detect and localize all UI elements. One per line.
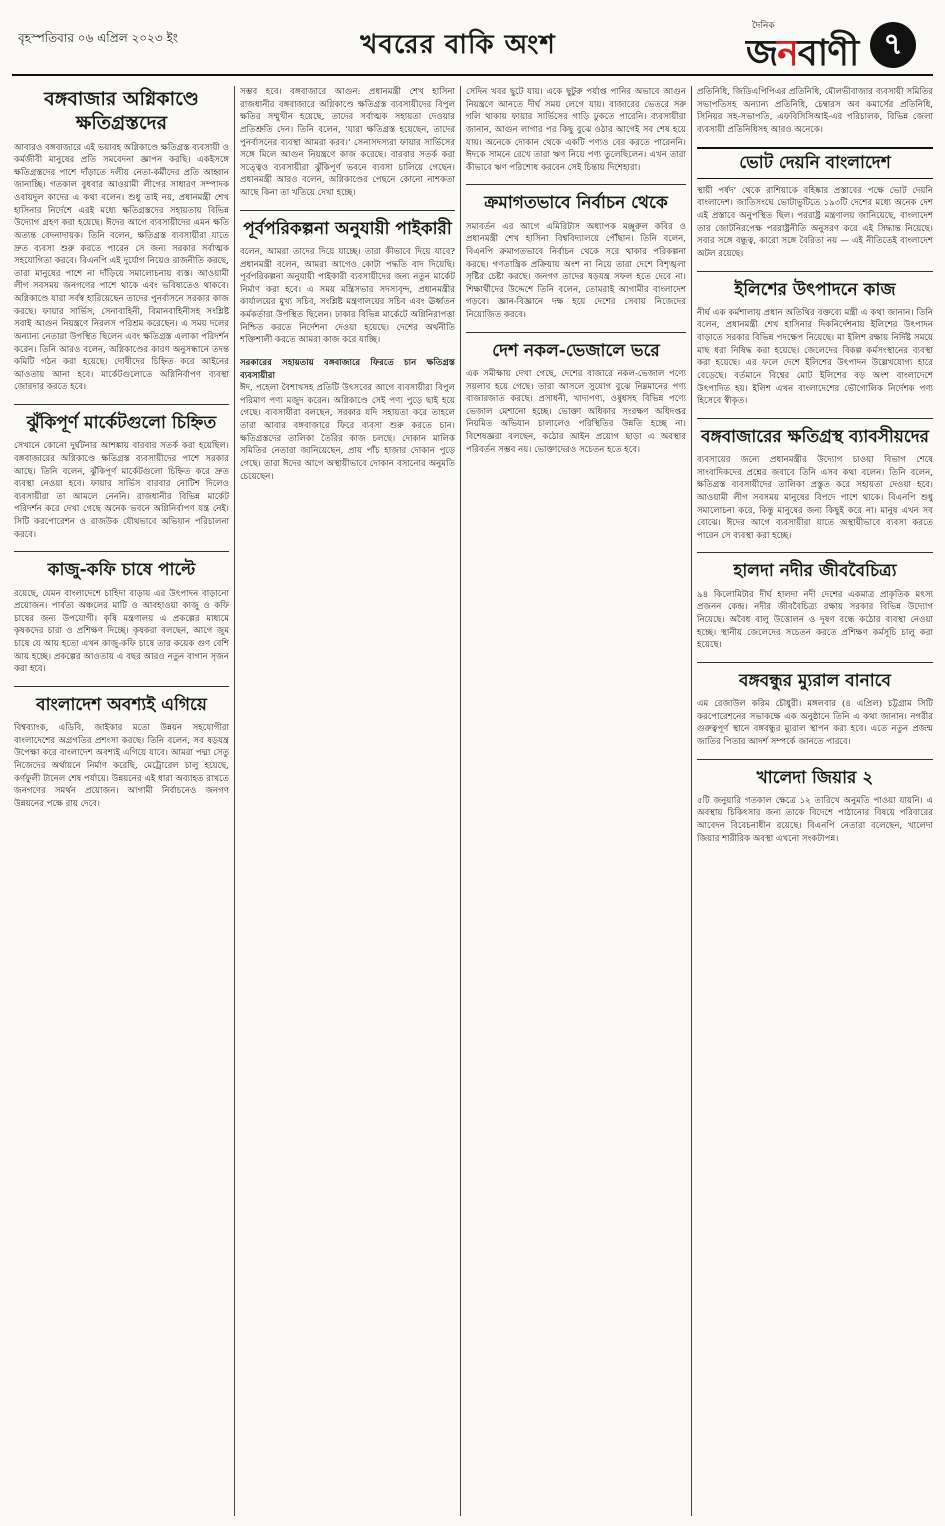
article-body: বিশ্বব্যাংক, এডিবি, জাইকার মতো উন্নয়ন সহযোগীরা বাংলাদেশের অগ্রগতির প্রশংসা করছে। তিনি বলেন, সব ষড়যন্ত্র উপেক্ষা করে বাংলাদেশ অবশ্যই এগিয়ে যাবে। আমরা পদ্মা সেতু নিজেদের অর্থায়নে নির্মাণ করেছি, মেট্রোরেল চালু হয়েছে, কর্ণফুলী টানেল শেষ পর্যায়ে। উন্নয়নের এই ধারা অব্যাহত রাখতে জনগণের সমর্থন প্রয়োজন। আগামী নির্বাচনেও জনগণ উন্নয়নের পক্ষে রায় দেবে।	[14, 723, 229, 809]
newspaper-logo	[746, 26, 858, 86]
column-1	[14, 86, 229, 1516]
logo-part-2: ন	[777, 33, 798, 74]
article	[14, 551, 229, 676]
article-body: এম রেজাউল করিম চৌধুরী। মঙ্গলবার (৪ এপ্রিল) চট্টগ্রাম সিটি করপোরেশনের সভাকক্ষে এক অনুষ্ঠানে তিনি এ কথা জানান। নগরীর গুরুত্বপূর্ণ স্থানে বঙ্গবন্ধুর ম্যুরাল স্থাপন করা হবে। এতে নতুন প্রজন্ম জাতির পিতার আদর্শ সম্পর্কে জানতে পারবে।	[697, 699, 933, 747]
article-headline: ইলিশের উৎপাদনে কাজ	[734, 279, 896, 300]
article-headline: ঝুঁকিপূর্ণ মার্কেটগুলো চিহ্নিত	[26, 413, 217, 433]
article	[697, 86, 933, 137]
article	[697, 759, 933, 846]
article-body: ৯৪ কিলোমিটার দীর্ঘ হালদা নদী দেশের একমাত্র প্রাকৃতিক মৎস্য প্রজনন কেন্দ্র। নদীর জীববৈচিত্র্য রক্ষায় সরকার বিভিন্ন উদ্যোগ নিয়েছে। অবৈধ বালু উত্তোলন ও দূষণ বন্ধে কঠোর ব্যবস্থা নেওয়া হচ্ছে। স্থানীয় জেলেদের সচেতন করতে প্রশিক্ষণ কর্মসূচি চালু করা হয়েছে।	[697, 589, 933, 651]
column-divider	[691, 86, 692, 1516]
logo-part-3: বাণী	[797, 33, 859, 74]
article-body: সেখানে কোনো দুর্ঘটনার আশঙ্কায় বারবার সতর্ক করা হয়েছিল। বঙ্গবাজারের অগ্নিকাণ্ডে ক্ষতিগ্রস্ত ব্যবসায়ীদের পাশে সরকার আছে। তিনি বলেন, ঝুঁকিপূর্ণ মার্কেটগুলো চিহ্নিত করে দ্রুত ব্যবস্থা নেওয়া হবে। ফায়ার সার্ভিস বারবার নোটিশ দিলেও ব্যবসায়ীরা তা আমলে নেননি। রাজধানীর বিভিন্ন মার্কেট পরিদর্শন করে দেখা গেছে অনেক ভবনে অগ্নিনির্বাপণ যন্ত্র নেই। সিটি করপোরেশন ও রাজউক যৌথভাবে অভিযান পরিচালনা করবে।	[14, 441, 229, 540]
article	[697, 418, 933, 543]
article-body: স্থায়ী পর্ষদ’ থেকে রাশিয়াকে বহিষ্কার প্রস্তাবের পক্ষে ভোট দেয়নি বাংলাদেশ। জাতিসংঘে ভোটাভুটিতে ১৯৩টি দেশের মধ্যে অনেক দেশ এই প্রস্তাবে অনুপস্থিত ছিল। পররাষ্ট্র মন্ত্রণালয় জানিয়েছে, বাংলাদেশ তার জোটনিরপেক্ষ পররাষ্ট্রনীতি অনুসরণ করে এই সিদ্ধান্ত নিয়েছে। সবার সঙ্গে বন্ধুত্ব, কারো সঙ্গে বৈরিতা নয় — এই নীতিতেই বাংলাদেশ অটল রয়েছে।	[697, 185, 933, 259]
article	[240, 357, 455, 483]
page-title: খবরের বাকি অংশ	[360, 30, 556, 60]
column-2	[240, 86, 455, 1516]
article-body: নীর্ঘ এক কর্মশালায় প্রধান অতিথির বক্তব্যে মন্ত্রী এ কথা জানান। তিনি বলেন, প্রধানমন্ত্রী শেখ হাসিনার দিকনির্দেশনায় ইলিশের উৎপাদন বাড়াতে সরকার বিভিন্ন পদক্ষেপ নিয়েছে। মা ইলিশ রক্ষায় নির্দিষ্ট সময়ে মাছ ধরা নিষিদ্ধ করা হয়েছে। জেলেদের বিকল্প কর্মসংস্থানের ব্যবস্থা করা হয়েছে। এর ফলে দেশে ইলিশের উৎপাদন উল্লেখযোগ্য হারে বেড়েছে। বর্তমানে বিশ্বের মোট ইলিশের বড় অংশ বাংলাদেশে উৎপাদিত হয়। ইলিশ এখন বাংলাদেশের ভৌগোলিক নির্দেশক পণ্য হিসেবে স্বীকৃত।	[697, 307, 933, 407]
article-body: আবারও বঙ্গবাজারে এই ভয়াবহ অগ্নিকাণ্ডে ক্ষতিগ্রস্ত ব্যবসায়ী ও কর্মজীবী মানুষের প্রতি সমবেদনা জ্ঞাপন করছি। একইসঙ্গে ক্ষতিগ্রস্তদের পাশে দাঁড়াতে দলীয় নেতা-কর্মীদের প্রতি আহ্বান জানাচ্ছি। গতকাল বুধবার আওয়ামী লীগের সাধারণ সম্পাদক ওবায়দুল কাদের এ কথা বলেন। শুধু তাই নয়, প্রধানমন্ত্রী শেখ হাসিনার নির্দেশে এরই মধ্যে ক্ষতিগ্রস্তদের সহায়তায় বিভিন্ন উদ্যোগ গ্রহণ করা হয়েছে। ঈদের আগে ব্যবসায়ীদের এমন ক্ষতি অত্যন্ত বেদনাদায়ক। তিনি বলেন, ক্ষতিগ্রস্ত ব্যবসায়ীরা যাতে দ্রুত ব্যবসা শুরু করতে পারেন সে জন্য সরকার সর্বাত্মক সহযোগিতা করবে। বিএনপি এই দুর্যোগ নিয়েও রাজনীতি করছে, তারা মানুষের পাশে না দাঁড়িয়ে সমালোচনায় ব্যস্ত। আওয়ামী লীগ সবসময় জনগণের পাশে থাকে এবং ভবিষ্যতেও থাকবে। অগ্নিকাণ্ডে যারা সর্বস্ব হারিয়েছেন তাদের পুনর্বাসনে সরকার কাজ করছে। ফায়ার সার্ভিস, সেনাবাহিনী, বিমানবাহিনীসহ সংশ্লিষ্ট সবাই আগুন নিয়ন্ত্রণে নিরলস পরিশ্রম করেছেন। এ সময় দলের অন্যান্য নেতারা উপস্থিত ছিলেন এবং ক্ষতিগ্রস্ত এলাকা পরিদর্শন করেন। তিনি আরও বলেন, অগ্নিকাণ্ডের কারণ অনুসন্ধানে তদন্ত কমিটি গঠন করা হয়েছে। দোষীদের চিহ্নিত করে আইনের আওতায় আনা হবে। মার্কেটগুলোতে অগ্নিনির্বাপণ ব্যবস্থা জোরদার করতে হবে।	[14, 142, 229, 393]
article-headline: পূর্বপরিকল্পনা অনুযায়ী পাইকারী	[243, 218, 452, 239]
article-body: সেদিন খবর ছুটে যায়। একে ছুটুরু পর্যাপ্ত পানির অভাবে আগুন নিয়ন্ত্রণে আনতে দীর্ঘ সময় লেগে যায়। বাজারের ভেতরে সরু গলি থাকায় ফায়ার সার্ভিসের গাড়ি ঢুকতে পারেনি। ব্যবসায়ীরা জানান, আগুন লাগার পর কিছু বুঝে ওঠার আগেই সব শেষ হয়ে যায়। অনেকে দোকান থেকে একটি পণ্যও বের করতে পারেননি। ঈদকে সামনে রেখে তারা ঋণ নিয়ে পণ্য তুলেছিলেন। এখন তারা কীভাবে ঋণ পরিশোধ করবেন সেই চিন্তায় দিশেহারা।	[466, 87, 686, 173]
article-headline: বঙ্গবাজারের ক্ষতিগ্রস্থ ব্যাবসীয়দের	[700, 426, 930, 447]
column-divider	[234, 86, 235, 1516]
header-divider	[12, 74, 933, 76]
logo-prefix: দৈনিক	[752, 21, 775, 31]
article-headline: ভোট দেয়নি বাংলাদেশ	[697, 147, 933, 179]
article	[240, 210, 455, 347]
article-body: রয়েছে, যেমন বাংলাদেশে চাহিদা বাড়ায় এর উৎপাদন বাড়ানো প্রয়োজন। পার্বত্য অঞ্চলের মাটি ও আবহাওয়া কাজু ও কফি চাষের জন্য উপযোগী। কৃষি মন্ত্রণালয় এ প্রকল্পের মাধ্যমে কৃষকদের চারা ও প্রশিক্ষণ দিচ্ছে। কৃষকরা বলছেন, আগে জুম চাষে যে আয় হতো এখন কাজু-কফি চাষে তার কয়েক গুণ বেশি আয় হচ্ছে। প্রকল্পের আওতায় এ বছর আরও নতুন বাগান সৃজন করা হবে।	[14, 588, 229, 675]
article	[14, 88, 229, 394]
column-3	[466, 86, 686, 1516]
article-body: প্রতিনিধি, জিডিএপিপিএর প্রতিনিধি, মৌলভীবাজার ব্যবসায়ী সমিতির সভাপতিসহ অন্যান্য প্রতিনিধি, চেম্বারস অব কমার্সের প্রতিনিধি, সিনিয়র সহ-সভাপতি, এফবিসিসিআই-এর পরিচালক, বিভিন্ন জেলা ব্যবসায়ী প্রতিনিধিসহ আরও অনেকে।	[697, 87, 933, 135]
article-body: ৫টি জনুয়ারি গতকাল ক্ষেত্রে ১২ তারিখে অনুমতি পাওয়া যায়নি। এ অবস্থায় চিকিৎসার জন্য তাকে বিদেশে পাঠানোর বিষয়ে পরিবারের আবেদন বিবেচনাধীন রয়েছে। বিএনপি নেতারা বলেছেন, খালেদা জিয়ার শারীরিক অবস্থা এখনো সংকটাপন্ন।	[697, 795, 933, 844]
article-headline: দেশ নকল-ভেজালে ভরে	[492, 340, 660, 361]
article-body: সম্ভব হবে। বঙ্গবাজারে আগুন: প্রধানমন্ত্রী শেখ হাসিনা রাজধানীর বঙ্গবাজারে অগ্নিকাণ্ডে ক্ষতিগ্রস্ত ব্যবসায়ীদের বিপুল ক্ষতির সম্মুখীন হয়েছে, তাদের সর্বাত্মক সহায়তা দেওয়ার প্রতিশ্রুতি দেন। তিনি বলেন, ‘যারা ক্ষতিগ্রস্ত হয়েছেন, তাদের পুনর্বাসনের ব্যবস্থা আমরা করব।’ সেনাসদস্যরা ফায়ার সার্ভিসের সঙ্গে মিলে আগুন নিয়ন্ত্রণে কাজ করেছে। বারবার সতর্ক করা সত্ত্বেও ব্যবসায়ীরা ঝুঁকিপূর্ণ ভবনে ব্যবসা চালিয়ে গেছেন। প্রধানমন্ত্রী আরও বলেন, অগ্নিকাণ্ডের পেছনে কোনো নাশকতা আছে কিনা তা খতিয়ে দেখা হচ্ছে।	[240, 87, 455, 198]
article-body: বলেন, আমরা তাদের দিয়ে যাচ্ছে। তারা কীভাবে দিয়ে যাবে? প্রধানমন্ত্রী বলেন, আমরা আগেও কোটা পদ্ধতি বাদ দিয়েছি। পূর্বপরিকল্পনা অনুযায়ী পাইকারী ব্যবসায়ীদের জন্য নতুন মার্কেট নির্মাণ করা হবে। এ সময় মন্ত্রিসভার সদস্যবৃন্দ, প্রধানমন্ত্রীর কার্যালয়ের মুখ্য সচিব, সংশ্লিষ্ট মন্ত্রণালয়ের সচিব এবং ঊর্ধ্বতন কর্মকর্তারা উপস্থিত ছিলেন। ঢাকার বিভিন্ন মার্কেটে অগ্নিনিরাপত্তা নিশ্চিত করতে নির্দেশনা দেওয়া হয়েছে। দেশের অর্থনীতি শক্তিশালী করতে আমরা কাজ করে যাচ্ছি।	[240, 246, 455, 346]
article-headline: বঙ্গবন্ধুর ম্যুরাল বানাবে	[739, 670, 891, 691]
page-number: ৭	[870, 22, 916, 68]
article-headline: বাংলাদেশ অবশ্যই এগিয়ে	[36, 694, 207, 715]
article	[697, 271, 933, 408]
article-headline: খালেদা জিয়ার ২	[756, 767, 874, 788]
article	[466, 332, 686, 457]
column-divider	[460, 86, 461, 1516]
article	[240, 86, 455, 200]
article-body: ব্যবসায়ের জন্যে প্রধানমন্ত্রীর উদ্যোগ চাওয়া বিভাগ শেষে সাংবাদিকদের প্রশ্নের জবাবে তিনি এসব কথা বলেন। তিনি বলেন, ক্ষতিগ্রস্ত ব্যবসায়ীদের তালিকা প্রস্তুত করে সহায়তা দেওয়া হবে। আওয়ামী লীগ সবসময় মানুষের বিপদে পাশে থাকে। বিএনপি শুধু সমালোচনা করে, কিন্তু মানুষের জন্য কিছুই করে না। মানুষ এখন সব বোঝে। ঈদের আগে ব্যবসায়ীরা যাতে অস্থায়ীভাবে ব্যবসা করতে পারেন সে ব্যবস্থা করা হচ্ছে।	[697, 455, 933, 541]
article-body: সমাবর্তন এর আগে এমিরিটাস অধ্যাপক মঞ্জুরুল কবির ও প্রধানমন্ত্রী শেখ হাসিনা বিশ্ববিদ্যালয়ে পৌঁছান। তিনি বলেন, বিএনপি ক্রমাগতভাবে নির্বাচন থেকে সরে থাকার পরিকল্পনা করছে। গণতান্ত্রিক প্রক্রিয়ায় অংশ না নিয়ে তারা দেশে বিশৃঙ্খলা সৃষ্টির চেষ্টা করছে। জনগণ তাদের ষড়যন্ত্র সফল হতে দেবে না। শিক্ষার্থীদের উদ্দেশে তিনি বলেন, তোমরাই আগামীর বাংলাদেশ গড়বে। জ্ঞান-বিজ্ঞানে দক্ষ হয়ে দেশের সেবায় নিজেদের নিয়োজিত করবে।	[466, 221, 686, 320]
article-subheadline: সরকারের সহায়তায় বঙ্গবাজারে ফিরতে চান ক্ষতিগ্রস্ত ব্যবসায়ীরা	[240, 357, 455, 381]
article-body: ঈদ, পহেলা বৈশাখসহ প্রতিটি উৎসবের আগে ব্যবসায়ীরা বিপুল পরিমাণ পণ্য মজুদ করেন। অগ্নিকাণ্ডে সেই পণ্য পুড়ে ছাই হয়ে গেছে। ব্যবসায়ীরা বলছেন, সরকার যদি সহায়তা করে তাহলে তারা আবার বঙ্গবাজারে ফিরে ব্যবসা শুরু করতে চান। ক্ষতিগ্রস্তদের তালিকা তৈরির কাজ চলছে। দোকান মালিক সমিতির নেতারা জানিয়েছেন, প্রায় পাঁচ হাজার দোকান পুড়ে গেছে। তারা ঈদের আগে অস্থায়ীভাবে দোকান বসানোর অনুমতি চেয়েছেন।	[240, 383, 455, 482]
article-headline: বঙ্গবাজার অগ্নিকাণ্ডে ক্ষতিগ্রস্তদের	[44, 88, 199, 134]
article-headline: কাজু-কফি চাষে পাল্টে	[47, 560, 196, 581]
article-body: এক সমীক্ষায় দেখা গেছে, দেশের বাজারে নকল-ভেজাল পণ্যে সয়লাব হয়ে গেছে। তারা আসলে সুযোগ বুঝে নিম্নমানের পণ্য বাজারজাত করছে। প্রসাধনী, খাদ্যপণ্য, ওষুধসহ বিভিন্ন পণ্যে ভেজাল মেশানো হচ্ছে। ভোক্তা অধিকার সংরক্ষণ অধিদপ্তর নিয়মিত অভিযান চালালেও পরিস্থিতির উন্নতি হচ্ছে না। বিশেষজ্ঞরা বলছেন, কঠোর আইন প্রয়োগ ছাড়া এ অবস্থার পরিবর্তন সম্ভব নয়। ভোক্তাদেরও সচেতন হতে হবে।	[466, 368, 686, 455]
article-headline: ক্রমাগতভাবে নির্বাচন থেকে	[484, 193, 668, 214]
article	[466, 86, 686, 174]
article-headline: হালদা নদীর জীববৈচিত্র্য	[733, 561, 897, 582]
article	[14, 404, 229, 541]
page-header	[0, 0, 945, 72]
article	[466, 184, 686, 321]
article	[697, 552, 933, 651]
issue-date: বৃহস্পতিবার ০৬ এপ্রিল ২০২৩ ইং	[18, 31, 178, 45]
logo-part-1: জ	[746, 33, 778, 74]
article	[697, 662, 933, 749]
article	[697, 147, 933, 261]
article	[14, 686, 229, 811]
column-4	[697, 86, 933, 1516]
